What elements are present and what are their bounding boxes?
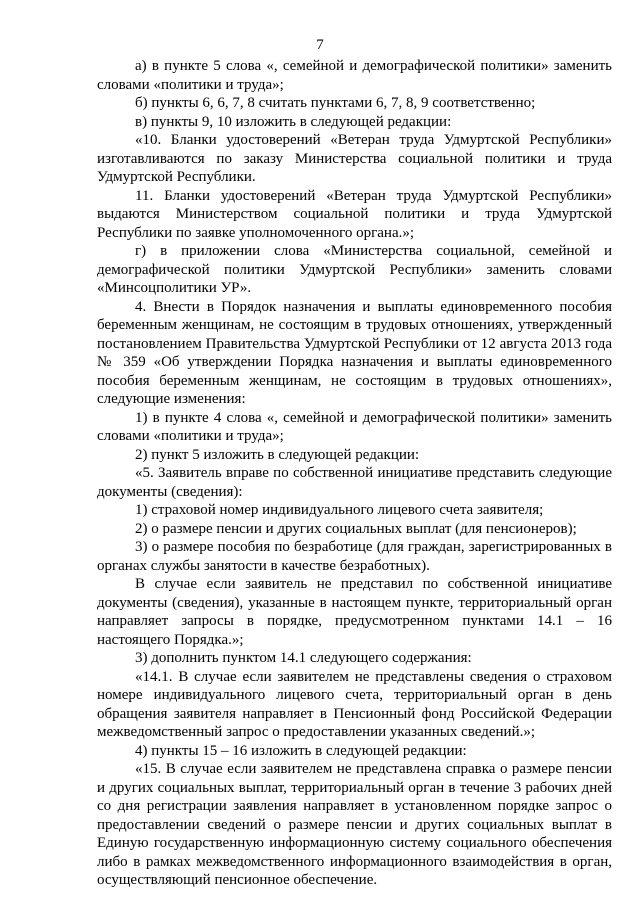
paragraph: 1) в пункте 4 слова «, семейной и демографической политики» заменить словами «политики и труда»; bbox=[97, 409, 612, 444]
paragraph: а) в пункте 5 слова «, семейной и демографической политики» заменить словами «политики и труда»; bbox=[97, 58, 612, 93]
page-number: 7 bbox=[316, 37, 324, 53]
paragraph: г) в приложении слова «Министерства социальной, семейной и демографической политики Удмуртской Республики» заменить словами «Минсоцполитики УР». bbox=[97, 243, 612, 296]
paragraph: 3) о размере пособия по безработице (для граждан, зарегистрированных в органах службы занятости в качестве безработных). bbox=[97, 539, 612, 574]
paragraph: «5. Заявитель вправе по собственной инициативе представить следующие документы (сведения): bbox=[97, 465, 612, 500]
paragraph: 1) страховой номер индивидуального лицевого счета заявителя; bbox=[135, 502, 544, 518]
paragraph: «14.1. В случае если заявителем не представлены сведения о страховом номере индивидуального лицевого счета, территориальный орган в день обращения заявителя направляет в Пенсионный фонд Российской Федерации межведомственный запрос о предоставлении указанных сведений.»; bbox=[97, 668, 612, 740]
paragraph: «15. В случае если заявителем не представлена справка о размере пенсии и других социальных выплат, территориальный орган в течение 3 рабочих дней со дня регистрации заявления направляет в установленном порядке запрос о предоставлении сведений о размере пенсии и других социальных выплат в Единую государственную информационную систему социального обеспечения либо в рамках межведомственного информационного взаимодействия в орган, осуществляющий пенсионное обеспечение. bbox=[97, 761, 612, 888]
paragraph: 4) пункты 15 – 16 изложить в следующей редакции: bbox=[135, 742, 467, 759]
paragraph: в) пункты 9, 10 изложить в следующей редакции: bbox=[135, 113, 452, 130]
paragraph: 3) дополнить пунктом 14.1 следующего содержания: bbox=[135, 650, 472, 666]
paragraph: «10. Бланки удостоверений «Ветеран труда Удмуртской Республики» изготавливаются по заказу Министерства социальной политики и труда Удмуртской Республики. bbox=[97, 132, 612, 185]
document-body bbox=[97, 57, 612, 890]
paragraph: б) пункты 6, 6, 7, 8 считать пунктами 6, 7, 8, 9 соответственно; bbox=[135, 95, 536, 111]
paragraph: 4. Внести в Порядок назначения и выплаты единовременного пособия беременным женщинам, не состоящим в трудовых отношениях, утвержденный постановлением Правительства Удмуртской Республики от 12 августа 2013 года № 359 «Об утверждении Порядка назначения и выплаты единовременного пособия беременным женщинам, не состоящим в трудовых отношениях», следующие изменения: bbox=[97, 298, 612, 407]
paragraph: В случае если заявитель не представил по собственной инициативе документы (сведения), указанные в настоящем пункте, территориальный орган направляет запросы в порядке, предусмотренном пунктами 14.1 – 16 настоящего Порядка.»; bbox=[97, 576, 612, 648]
paragraph: 2) о размере пенсии и других социальных выплат (для пенсионеров); bbox=[135, 520, 577, 537]
paragraph: 11. Бланки удостоверений «Ветеран труда Удмуртской Республики» выдаются Министерством социальной политики и труда Удмуртской Республики по заявке уполномоченного органа.»; bbox=[97, 187, 612, 241]
paragraph: 2) пункт 5 изложить в следующей редакции: bbox=[135, 446, 420, 463]
